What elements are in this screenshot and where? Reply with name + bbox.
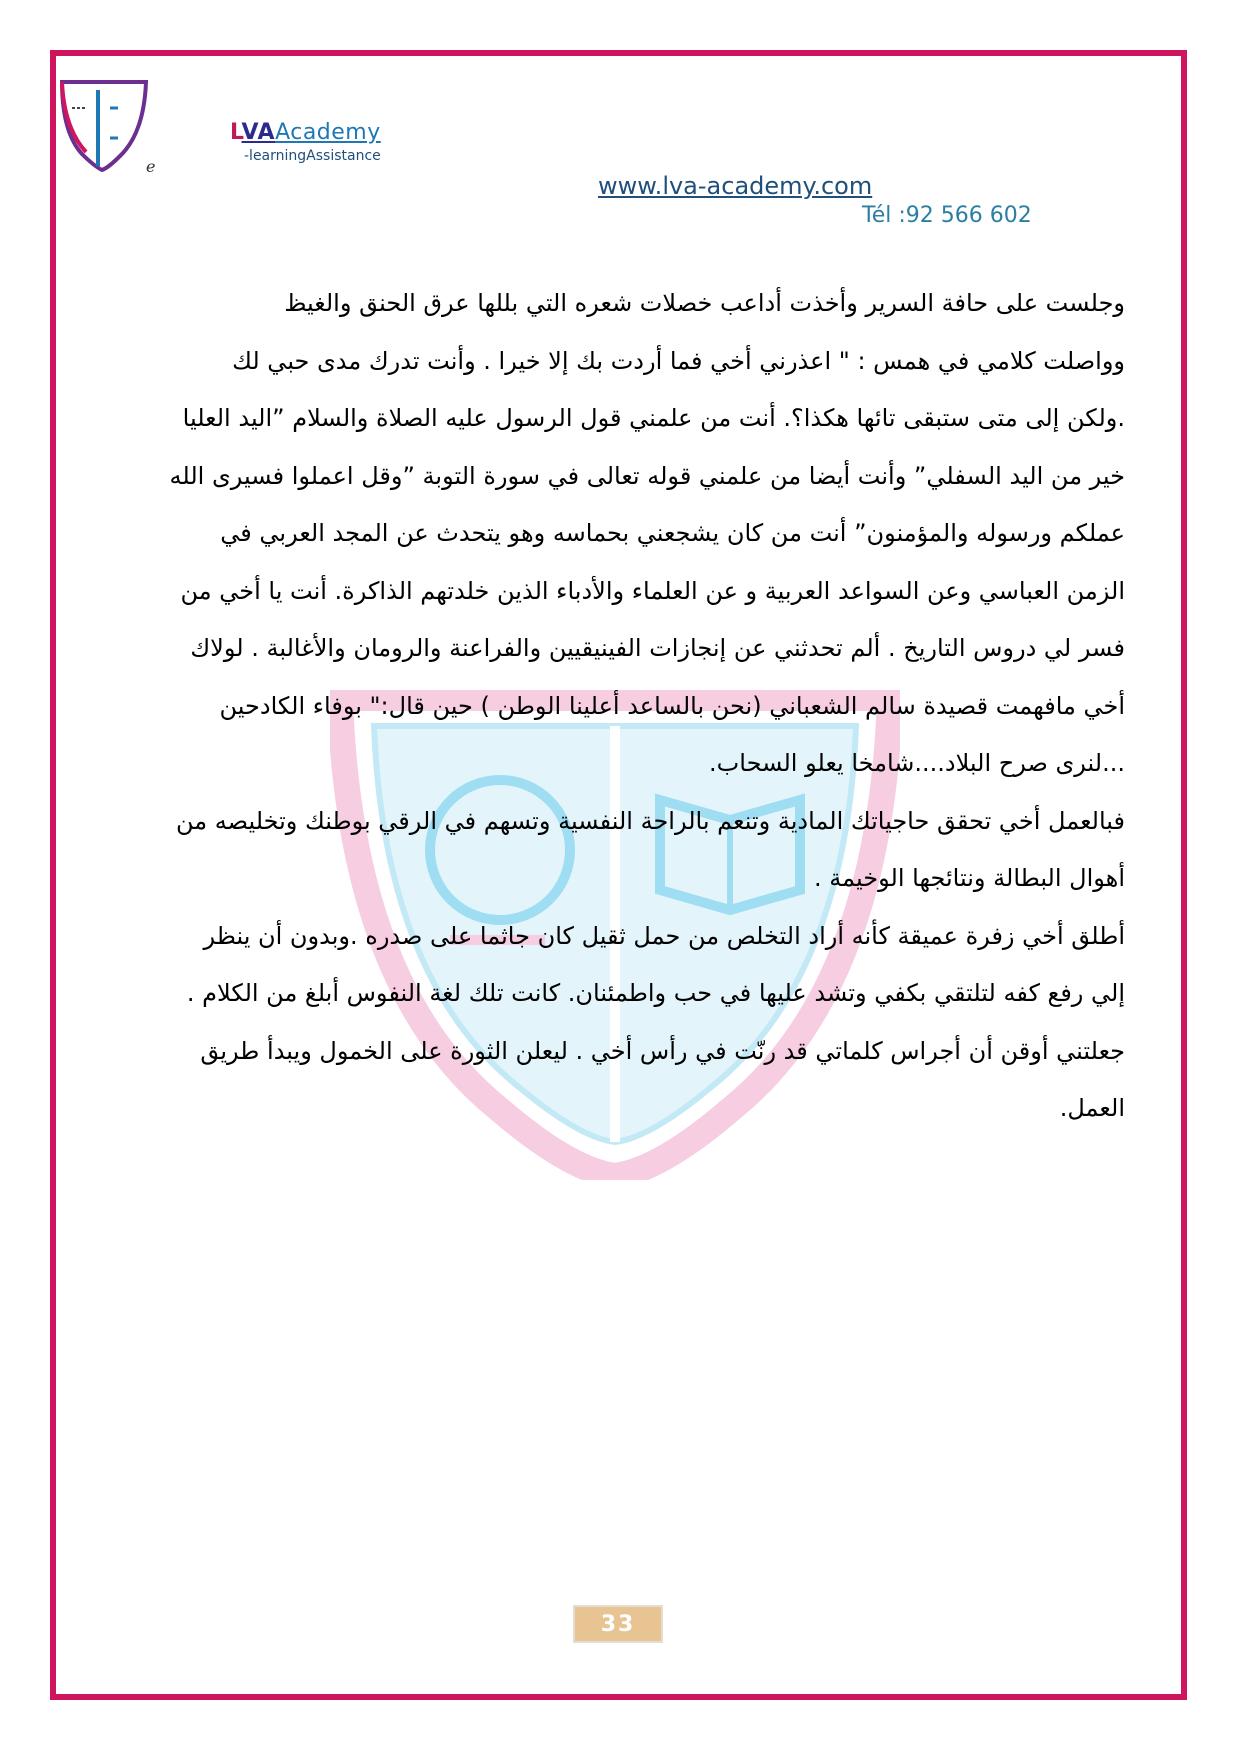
body-line-6: الزمن العباسي وعن السواعد العربية و عن العلماء والأدباء الذين خلدتهم الذاكرة. أنت يا أخي من xyxy=(180,576,1125,605)
article-body xyxy=(110,275,1125,1138)
brand-va: VA xyxy=(241,120,276,145)
body-line-10: فبالعمل أخي تحقق حاجياتك المادية وتنعم بالراحة النفسية وتسهم في الرقي بوطنك وتخليصه من xyxy=(176,806,1125,835)
body-line-12: أطلق أخي زفرة عميقة كأنه أراد التخلص من حمل ثقيل كان جاثما على صدره .وبدون أن ينظر xyxy=(203,921,1125,950)
website-link[interactable]: www.lva-academy.com xyxy=(598,172,873,200)
phone-number: Tél :92 566 602 xyxy=(862,203,1032,228)
logo-letter: e xyxy=(146,157,156,176)
body-line-11: أهوال البطالة ونتائجها الوخيمة . xyxy=(814,864,1125,892)
brand-name xyxy=(230,120,381,145)
body-line-8: أخي مافهمت قصيدة سالم الشعباني (نحن بالساعد أعلينا الوطن ) حين قال:" بوفاء الكادحين xyxy=(219,691,1125,720)
academy-shield-logo xyxy=(56,78,176,178)
body-line-5: عملكم ورسوله والمؤمنون” أنت من كان يشجعني بحماسه وهو يتحدث عن المجد العربي في xyxy=(220,519,1125,547)
body-line-4: خير من اليد السفلي” وأنت أيضا من علمني قوله تعالى في سورة التوبة ”وقل اعملوا فسيرى الله xyxy=(169,461,1125,490)
body-line-13: إلي رفع كفه لتلتقي بكفي وتشد عليها في حب واطمئنان. كانت تلك لغة النفوس أبلغ من الكلام . xyxy=(186,979,1125,1007)
body-line-2: وواصلت كلامي في همس : " اعذرني أخي فما أردت بك إلا خيرا . وأنت تدرك مدى حبي لك xyxy=(232,346,1125,375)
page-number: 33 xyxy=(573,1605,663,1643)
body-line-9: ...لنرى صرح البلاد....شامخا يعلو السحاب. xyxy=(709,749,1125,777)
brand-academy: Academy xyxy=(275,120,381,145)
body-line-1: وجلست على حافة السرير وأخذت أداعب خصلات شعره التي بللها عرق الحنق والغيظ xyxy=(284,289,1125,317)
brand-l: L xyxy=(230,120,242,145)
body-line-3: .ولكن إلى متى ستبقى تائها هكذا؟. أنت من علمني قول الرسول عليه الصلاة والسلام ”اليد العليا xyxy=(182,404,1125,432)
body-line-15: العمل. xyxy=(1059,1094,1125,1122)
brand-subtitle: -learningAssistance xyxy=(244,148,381,164)
body-line-14: جعلتني أوقن أن أجراس كلماتي قد رنّت في رأس أخي . ليعلن الثورة على الخمول ويبدأ طريق xyxy=(200,1036,1125,1065)
body-line-7: فسر لي دروس التاريخ . ألم تحدثني عن إنجازات الفينيقيين والفراعنة والرومان والأغالبة . لولاك xyxy=(190,634,1125,662)
brand-block xyxy=(230,120,381,164)
